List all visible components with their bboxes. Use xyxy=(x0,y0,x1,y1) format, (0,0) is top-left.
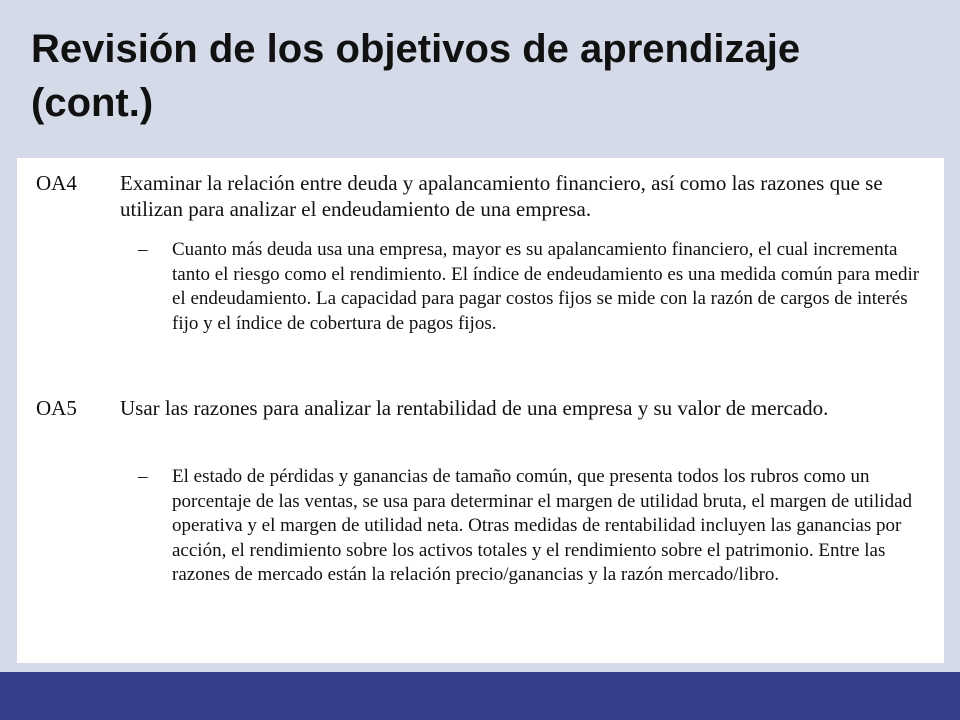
objective-code: OA4 xyxy=(36,171,77,195)
slide-title: Revisión de los objetivos de aprendizaje (cont.) xyxy=(31,27,801,125)
objective-detail-text: Cuanto más deuda usa una empresa, mayor es su apalancamiento financiero, el cual incrementa tanto el riesgo como el rendimiento. El índice de endeudamiento es una medida común para medir el endeudamiento. La capacidad para pagar costos fijos se mide con la razón de cargos de interés fijo y el índice de cobertura de pagos fijos. xyxy=(172,239,920,334)
content-panel xyxy=(17,158,944,663)
objective-text: Examinar la relación entre deuda y apalancamiento financiero, así como las razones que se utilizan para analizar el endeudamiento de una empresa. xyxy=(120,171,883,221)
objective-text: Usar las razones para analizar la rentabilidad de una empresa y su valor de mercado. xyxy=(120,396,829,420)
objective-oa4 xyxy=(17,170,944,222)
dash-bullet: – xyxy=(138,239,148,260)
objective-oa4-detail xyxy=(17,238,944,336)
objective-code: OA5 xyxy=(36,396,77,420)
objective-oa5-detail xyxy=(17,465,944,588)
dash-bullet: – xyxy=(138,466,148,487)
objective-detail-text: El estado de pérdidas y ganancias de tamaño común, que presenta todos los rubros como un porcentaje de las ventas, se usa para determinar el margen de utilidad bruta, el margen de utilidad operativa y el margen de utilidad neta. Otras medidas de rentabilidad incluyen las ganancias por acción, el rendimiento sobre los activos totales y el rendimiento sobre el patrimonio. Entre las razones de mercado están la relación precio/ganancias y la razón mercado/libro. xyxy=(172,466,913,585)
objective-oa5 xyxy=(17,395,944,421)
footer-bar xyxy=(0,672,960,720)
